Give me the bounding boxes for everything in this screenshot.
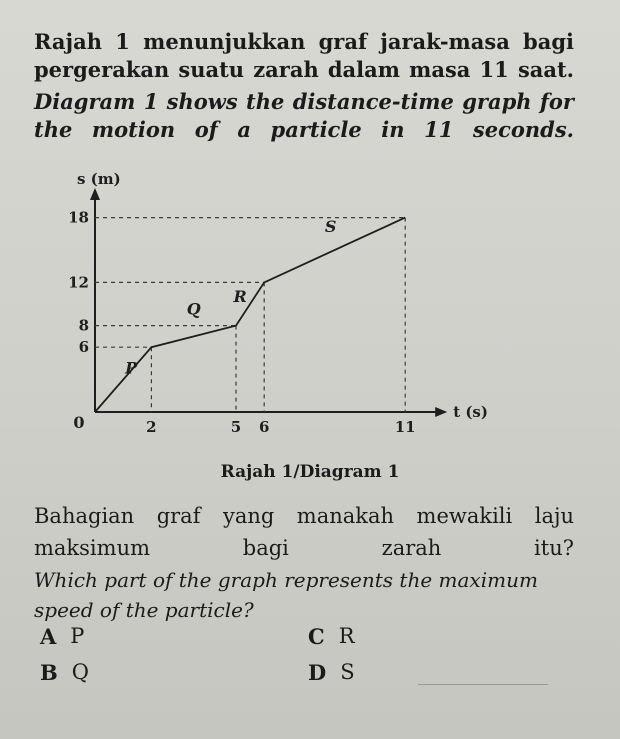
x-tick-label: 11 [394,418,416,436]
intro-malay: Rajah 1 menunjukkan graf jarak-masa bagi pergerakan suatu zarah dalam masa 11 saat. [34,29,574,82]
question-malay: Bahagian graf yang manakah mewakili laju maksimum bagi zarah itu? [34,504,574,560]
x-axis-arrow [435,407,447,417]
option-text: P [70,624,85,648]
y-tick-label: 0 [73,413,85,432]
question-english: Which part of the graph represents the maximum speed of the particle? [34,568,538,622]
intro-english: Diagram 1 shows the distance-time graph for the motion of a particle in 11 seconds. [34,89,574,142]
y-tick-label: 18 [68,208,89,227]
option-text: S [340,660,355,684]
option-letter: A [40,624,57,649]
diagram-caption: Rajah 1/Diagram 1 [220,462,400,482]
option-c[interactable] [308,624,355,649]
y-axis-title: s (m) [77,170,121,188]
graph-labels [68,170,488,436]
distance-time-graph [40,170,500,460]
x-tick-label: 5 [230,418,242,436]
y-tick-label: 6 [78,338,89,357]
segment-label: R [233,287,247,306]
distance-line [95,218,405,412]
option-text: Q [71,660,89,684]
segment-label: Q [186,299,201,319]
x-axis-title: t (s) [453,403,488,421]
option-a[interactable] [40,624,84,649]
x-tick-label: 2 [146,418,157,436]
y-axis-arrow [90,188,100,200]
option-letter: B [40,660,58,685]
graph-series [95,218,405,412]
x-tick-label: 6 [258,418,270,436]
option-letter: D [308,660,327,685]
option-text: R [338,624,355,648]
segment-label: S [324,217,337,236]
option-d[interactable] [308,660,355,685]
y-tick-label: 8 [78,316,89,335]
y-tick-label: 12 [68,273,89,292]
option-b[interactable] [40,660,89,685]
graph-guides [95,218,405,412]
option-letter: C [308,624,325,649]
segment-label: P [125,358,138,378]
answer-line [418,684,548,685]
